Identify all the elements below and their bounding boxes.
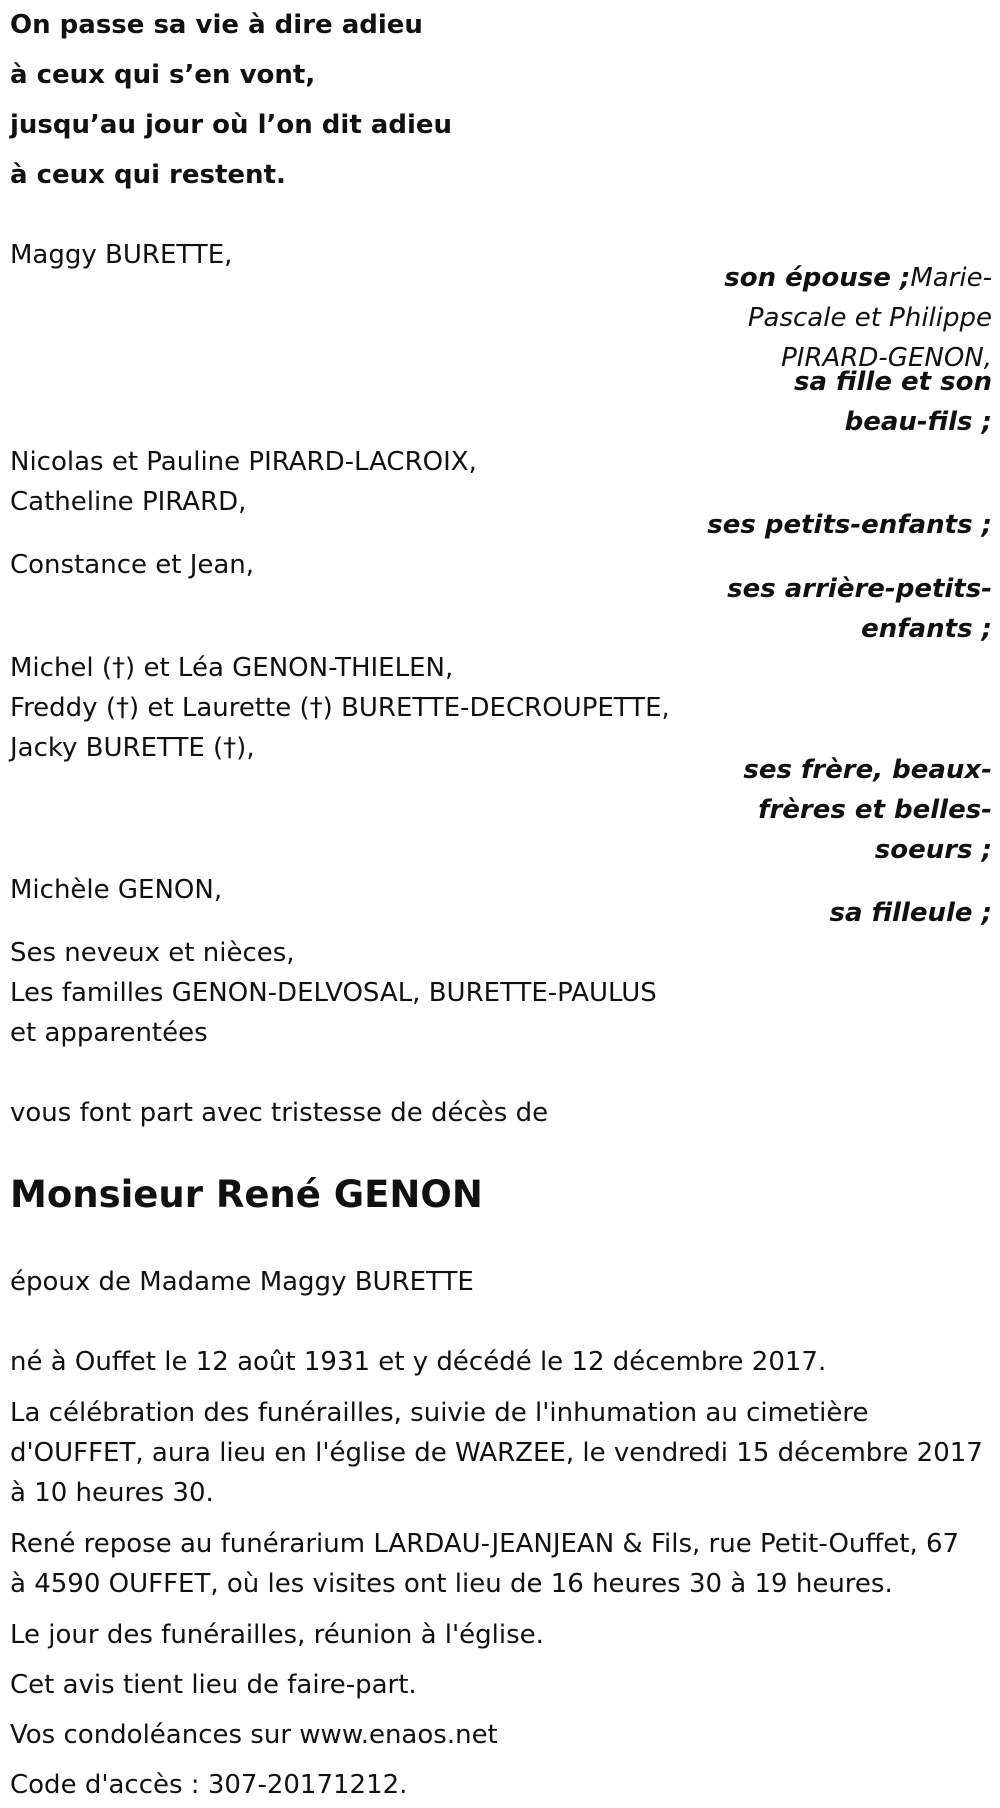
grandchildren-line-1: Nicolas et Pauline PIRARD-LACROIX, <box>10 447 477 477</box>
siblings-line-1: Michel (†) et Léa GENON-THIELEN, <box>10 653 454 683</box>
quote-line-4: à ceux qui restent. <box>10 160 286 190</box>
meeting-line: Le jour des funérailles, réunion à l'église. <box>10 1620 544 1650</box>
condolences-line: Vos condoléances sur www.enaos.net <box>10 1720 498 1750</box>
access-code-line: Code d'accès : 307-20171212. <box>10 1770 408 1800</box>
greatgrandchildren-relation-1: ses arrière-petits- <box>727 574 992 604</box>
spouse-relation: son épouse ; <box>724 263 911 293</box>
siblings-line-3: Jacky BURETTE (†), <box>10 733 255 763</box>
birth-death-line: né à Ouffet le 12 août 1931 et y décédé le 12 décembre 2017. <box>10 1347 827 1377</box>
deceased-name: Monsieur René GENON <box>10 1173 483 1216</box>
ceremony-line-2: d'OUFFET, aura lieu en l'église de WARZEE, le vendredi 15 décembre 2017 <box>10 1438 983 1468</box>
daughter-names-3: PIRARD-GENON, <box>781 343 992 373</box>
siblings-relation-1: ses frère, beaux- <box>743 755 992 785</box>
goddaughter-relation: sa filleule ; <box>829 898 992 928</box>
siblings-relation-2: frères et belles- <box>758 795 992 825</box>
grandchildren-line-2: Catheline PIRARD, <box>10 487 247 517</box>
daughter-names-1: Marie- <box>910 263 992 293</box>
grandchildren-relation: ses petits-enfants ; <box>707 510 992 540</box>
siblings-relation-3: soeurs ; <box>874 835 992 865</box>
daughter-relation-1: sa fille et son <box>793 367 992 397</box>
spouse-daughter-line <box>724 258 992 298</box>
announcement: vous font part avec tristesse de décès de <box>10 1098 549 1128</box>
spouse-line: époux de Madame Maggy BURETTE <box>10 1267 474 1297</box>
ceremony-line-3: à 10 heures 30. <box>10 1478 214 1508</box>
quote-line-3: jusqu’au jour où l’on dit adieu <box>10 110 453 140</box>
funerarium-line-1: René repose au funérarium LARDAU-JEANJEAN & Fils, rue Petit-Ouffet, 67 <box>10 1529 960 1559</box>
notice-line: Cet avis tient lieu de faire-part. <box>10 1670 417 1700</box>
daughter-relation-2: beau-fils ; <box>844 407 992 437</box>
greatgrandchildren-relation-2: enfants ; <box>861 614 992 644</box>
ceremony-line-1: La célébration des funérailles, suivie de l'inhumation au cimetière <box>10 1398 869 1428</box>
others-line-3: et apparentées <box>10 1018 208 1048</box>
quote-line-2: à ceux qui s’en vont, <box>10 60 316 90</box>
others-line-2: Les familles GENON-DELVOSAL, BURETTE-PAULUS <box>10 978 657 1008</box>
goddaughter-name: Michèle GENON, <box>10 875 223 905</box>
funerarium-line-2: à 4590 OUFFET, où les visites ont lieu de 16 heures 30 à 19 heures. <box>10 1569 893 1599</box>
others-line-1: Ses neveux et nièces, <box>10 938 295 968</box>
quote-line-1: On passe sa vie à dire adieu <box>10 10 423 40</box>
siblings-line-2: Freddy (†) et Laurette (†) BURETTE-DECROUPETTE, <box>10 693 670 723</box>
spouse-name: Maggy BURETTE, <box>10 240 233 270</box>
greatgrandchildren-names: Constance et Jean, <box>10 550 255 580</box>
daughter-names-2: Pascale et Philippe <box>747 303 992 333</box>
